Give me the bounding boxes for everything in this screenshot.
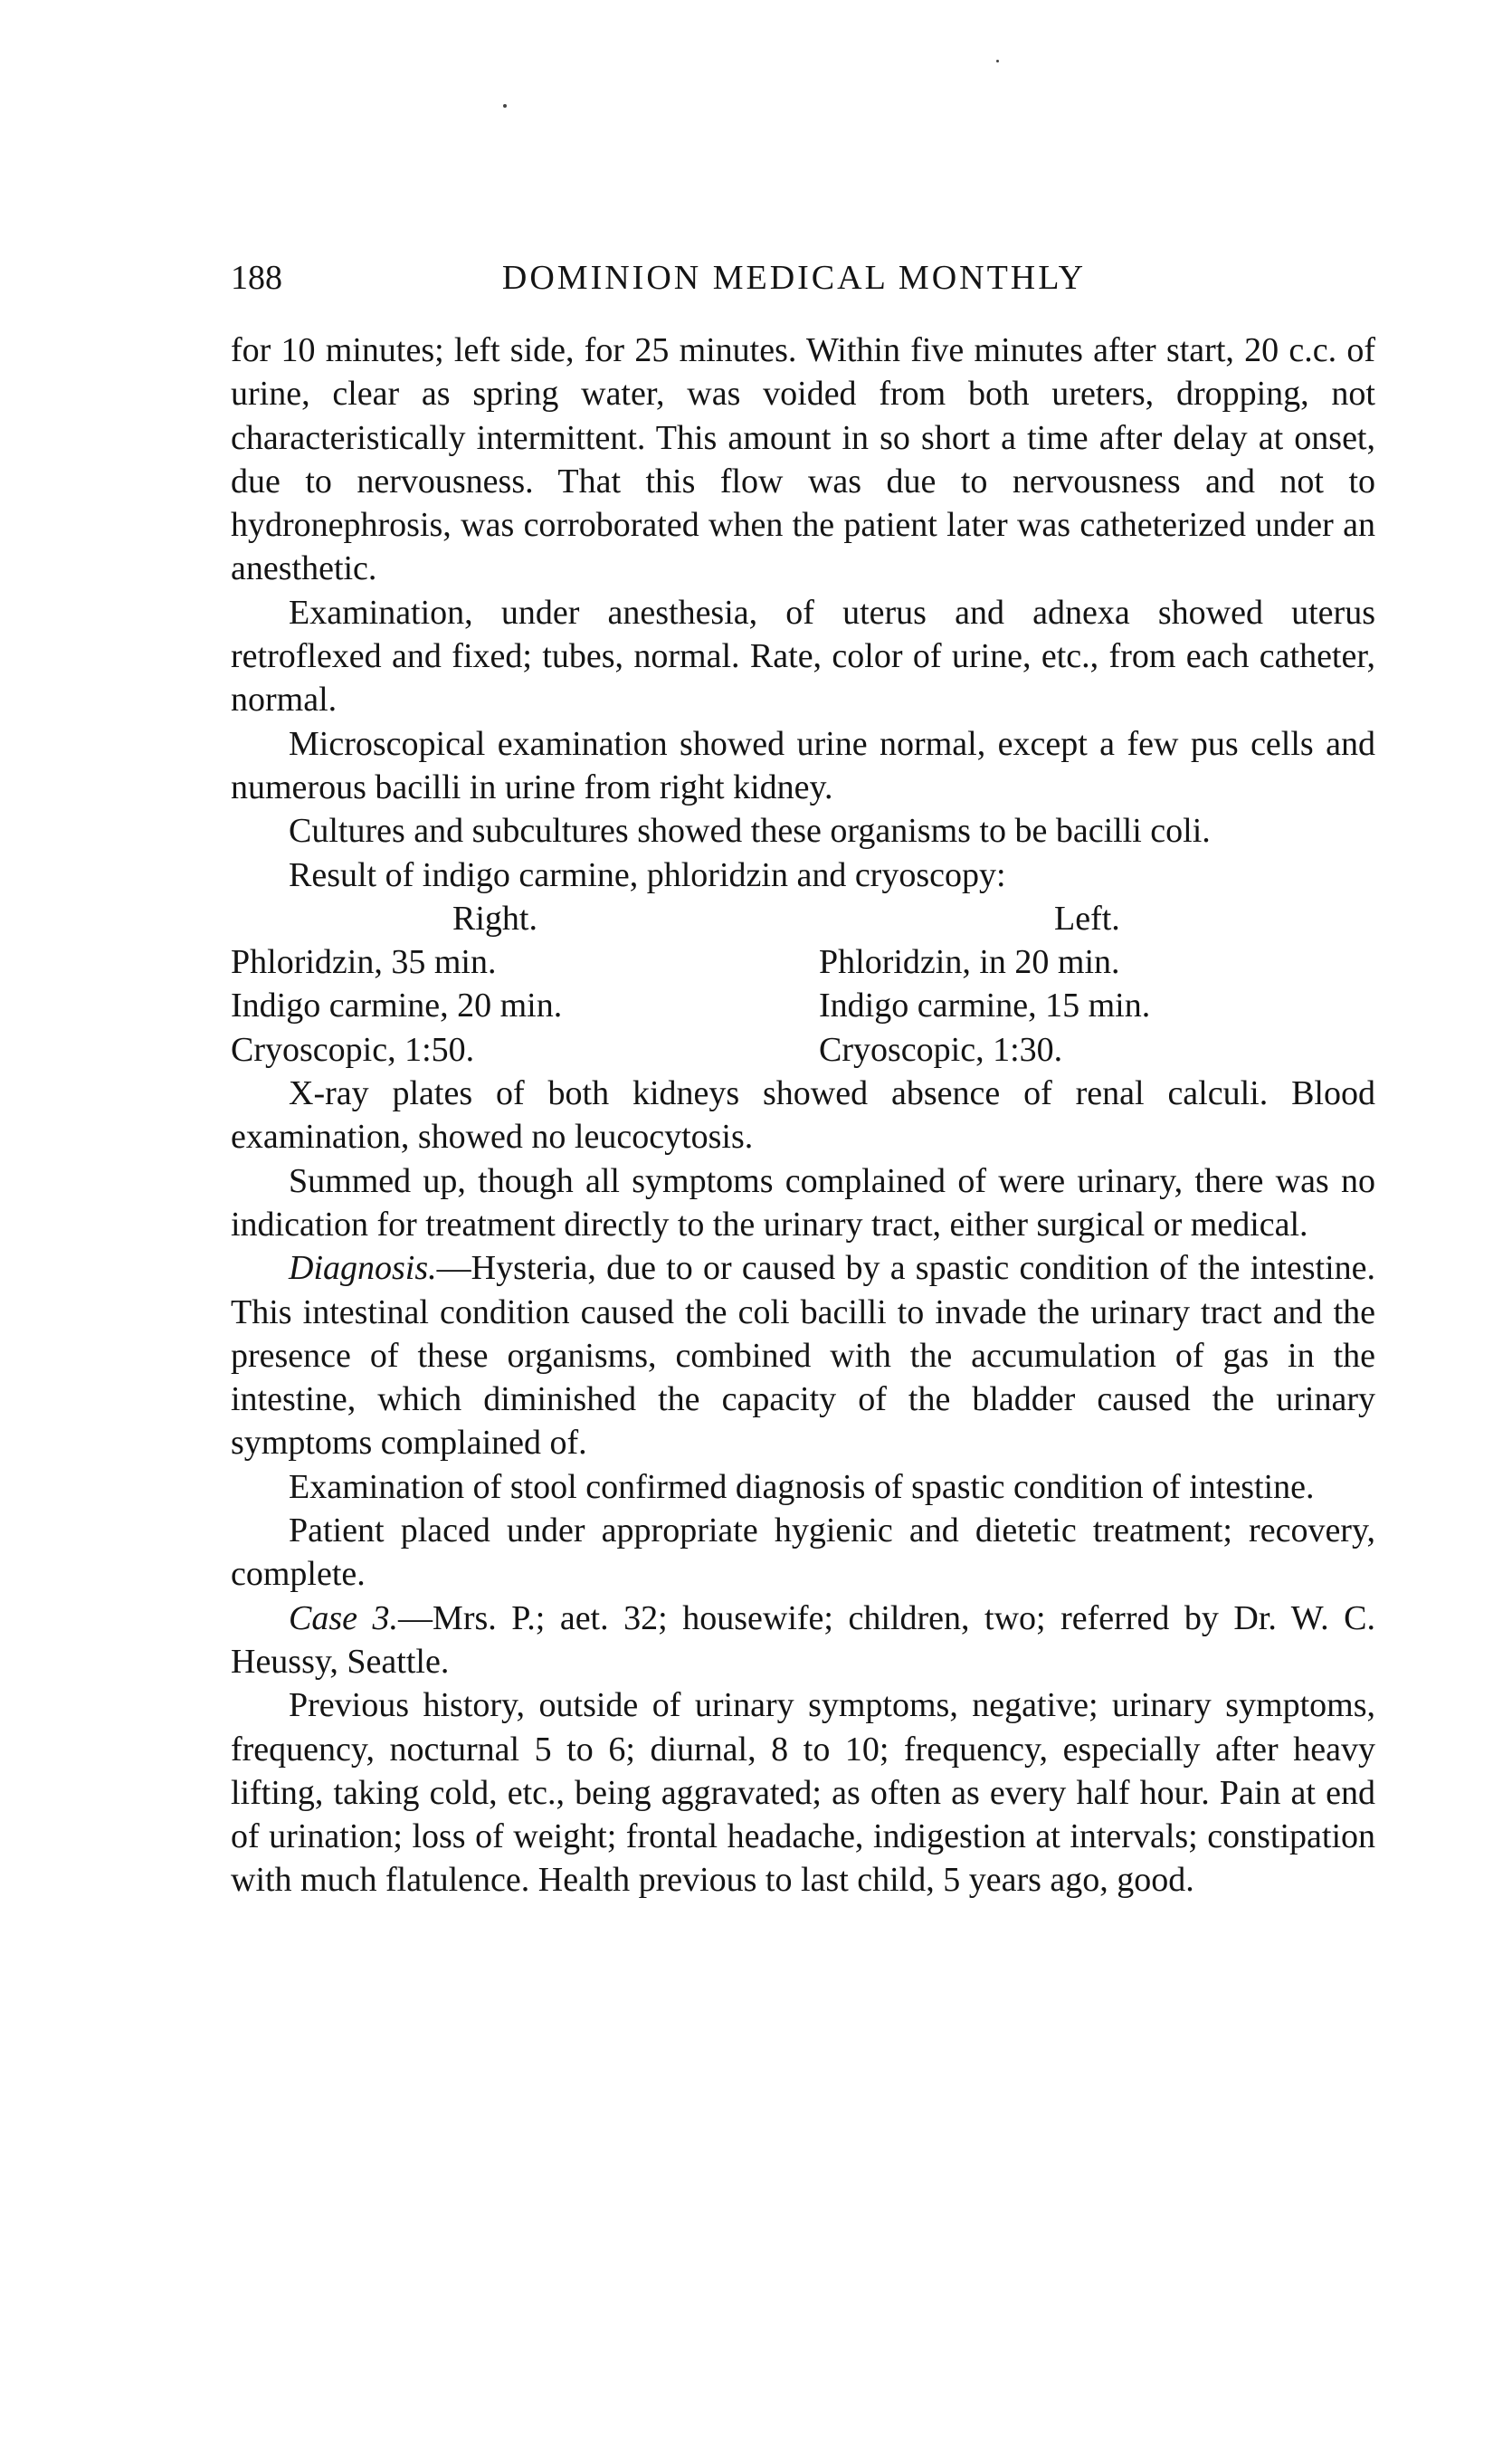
- paragraph: Cultures and subcultures showed these organisms to be bacilli coli.: [289, 812, 1211, 851]
- running-head: [231, 258, 1375, 309]
- results-table: [231, 897, 1375, 1072]
- table-row: [231, 1028, 1375, 1072]
- journal-title: DOMINION MEDICAL MONTHLY: [501, 259, 1087, 297]
- paragraph: Result of indigo carmine, phloridzin and cryoscopy:: [289, 855, 1006, 894]
- table-row: [231, 940, 1375, 984]
- table-cell: Phloridzin, 35 min.: [231, 943, 497, 982]
- paragraph: Patient placed under appropriate hygienic and dietetic treatment; recovery, complete.: [231, 1511, 1375, 1594]
- diagnosis-label: Diagnosis.: [289, 1249, 437, 1288]
- speck: [996, 60, 999, 62]
- table-cell: Cryoscopic, 1:30.: [819, 1030, 1063, 1069]
- case-label: Case 3.: [289, 1598, 399, 1637]
- table-row: [231, 984, 1375, 1027]
- column-header-right: Right.: [452, 899, 537, 938]
- page-number: 188: [231, 259, 282, 297]
- paragraph: for 10 minutes; left side, for 25 minutes. Within five minutes after start, 20 c.c. of urine, clear as spring water, was voided from both ureters, dropping, not characteristically intermittent. This amount in so short a time after delay at onset, due to nervousness. That this flow was due to nervousness and not to hydronephrosis, was corroborated when the patient later was catheterized under an anesthetic.: [231, 331, 1375, 588]
- column-header-left: Left.: [1054, 899, 1120, 938]
- paragraph: Summed up, though all symptoms complained of were urinary, there was no indication for treatment directly to the urinary tract, either surgical or medical.: [231, 1161, 1375, 1244]
- page: [231, 258, 1375, 1902]
- case-text: —Mrs. P.; aet. 32; housewife; children, two; referred by Dr. W. C. Heussy, Seattle.: [231, 1598, 1376, 1681]
- paragraph: X-ray plates of both kidneys showed absence of renal calculi. Blood examination, showed no leucocytosis.: [231, 1074, 1375, 1157]
- paragraph: Examination, under anesthesia, of uterus and adnexa showed uterus retroflexed and fixed; tubes, normal. Rate, color of urine, etc., from each catheter, normal.: [231, 593, 1375, 720]
- paragraph: Microscopical examination showed urine normal, except a few pus cells and numerous bacilli in urine from right kidney.: [231, 724, 1375, 806]
- table-header-row: [231, 897, 1375, 940]
- case-paragraph: [231, 1597, 1375, 1684]
- table-cell: Indigo carmine, 15 min.: [819, 987, 1151, 1025]
- table-cell: Phloridzin, in 20 min.: [819, 943, 1120, 982]
- diagnosis-text: —Hysteria, due to or caused by a spastic condition of the intestine. This intestinal condition caused the coli bacilli to invade the urinary tract and the presence of these organisms, combined with the accumulation of gas in the intestine, which diminished the capacity of the bladder caused the urinary symptoms complained of.: [231, 1249, 1375, 1463]
- table-cell: Cryoscopic, 1:50.: [231, 1030, 475, 1069]
- paragraph: Previous history, outside of urinary symptoms, negative; urinary symptoms, frequency, nocturnal 5 to 6; diurnal, 8 to 10; frequency, especially after heavy lifting, taking cold, etc., being aggravated; as often as every half hour. Pain at end of urination; loss of weight; frontal headache, indigestion at intervals; constipation with much flatulence. Health previous to last child, 5 years ago, good.: [231, 1686, 1375, 1900]
- body-text: [231, 329, 1375, 1902]
- diagnosis-paragraph: [231, 1246, 1375, 1464]
- speck: [503, 104, 507, 108]
- table-cell: Indigo carmine, 20 min.: [231, 987, 563, 1025]
- paragraph: Examination of stool confirmed diagnosis of spastic condition of intestine.: [289, 1467, 1315, 1506]
